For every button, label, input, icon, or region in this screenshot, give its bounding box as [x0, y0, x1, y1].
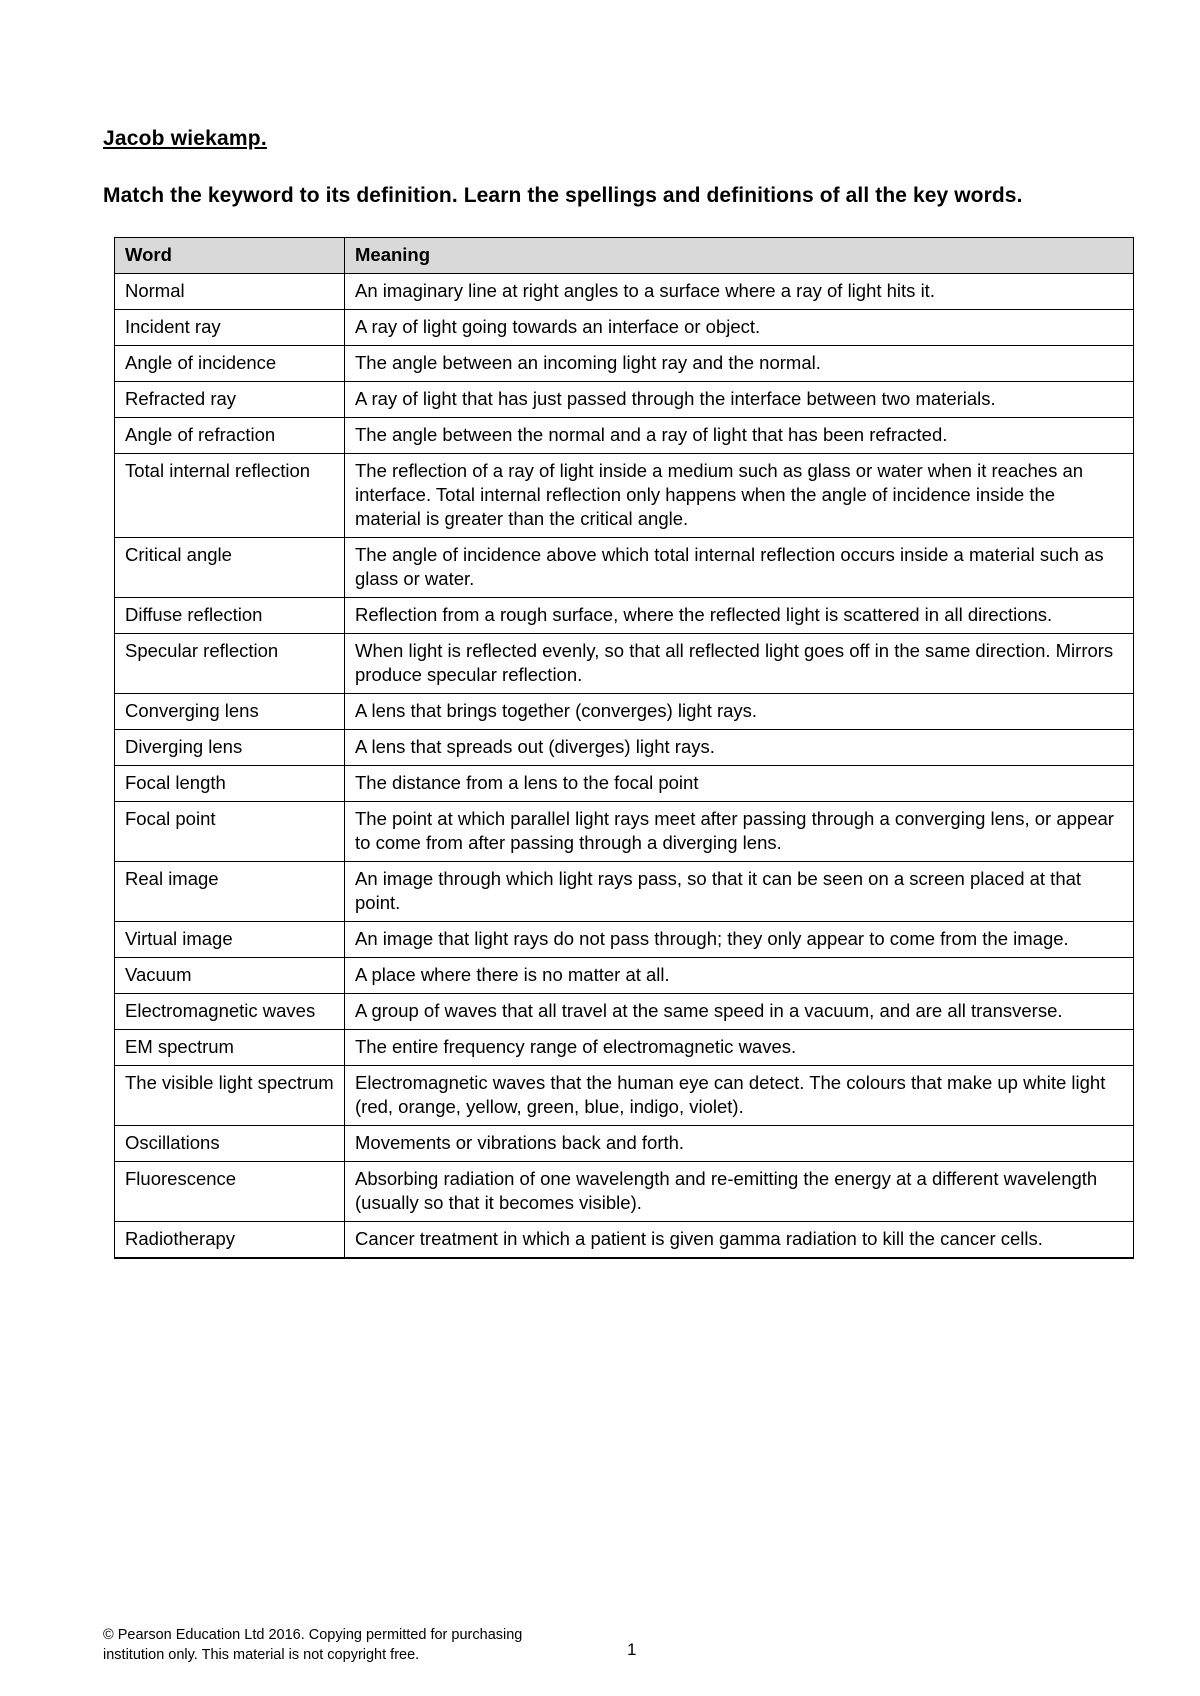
table-row: [115, 346, 1134, 382]
table-row: [115, 598, 1134, 634]
definition-cell: Electromagnetic waves that the human eye can detect. The colours that make up white light (red, orange, yellow, green, blue, indigo, violet).: [345, 1066, 1134, 1126]
keyword-cell: Converging lens: [115, 694, 345, 730]
definition-cell: A lens that spreads out (diverges) light rays.: [345, 730, 1134, 766]
table-row: [115, 274, 1134, 310]
keyword-cell: Oscillations: [115, 1126, 345, 1162]
keyword-cell: Angle of refraction: [115, 418, 345, 454]
definition-cell: The angle between the normal and a ray of light that has been refracted.: [345, 418, 1134, 454]
definition-cell: The angle of incidence above which total internal reflection occurs inside a material such as glass or water.: [345, 538, 1134, 598]
keyword-cell: Specular reflection: [115, 634, 345, 694]
keyword-cell: Vacuum: [115, 958, 345, 994]
table-row: [115, 418, 1134, 454]
table-row: [115, 454, 1134, 538]
keyword-cell: Radiotherapy: [115, 1222, 345, 1259]
definition-cell: An imaginary line at right angles to a surface where a ray of light hits it.: [345, 274, 1134, 310]
keyword-cell: Electromagnetic waves: [115, 994, 345, 1030]
definition-cell: A lens that brings together (converges) light rays.: [345, 694, 1134, 730]
definition-cell: An image that light rays do not pass through; they only appear to come from the image.: [345, 922, 1134, 958]
definition-cell: Movements or vibrations back and forth.: [345, 1126, 1134, 1162]
table-row: [115, 922, 1134, 958]
definition-cell: A ray of light going towards an interface or object.: [345, 310, 1134, 346]
definition-cell: A ray of light that has just passed through the interface between two materials.: [345, 382, 1134, 418]
keyword-cell: Refracted ray: [115, 382, 345, 418]
definition-cell: Cancer treatment in which a patient is given gamma radiation to kill the cancer cells.: [345, 1222, 1134, 1259]
keyword-cell: Real image: [115, 862, 345, 922]
table-row: [115, 802, 1134, 862]
footer-copyright: © Pearson Education Ltd 2016. Copying permitted for purchasing institution only. This material is not copyright free.: [103, 1627, 523, 1663]
column-header-word: Word: [115, 238, 345, 274]
definition-cell: An image through which light rays pass, so that it can be seen on a screen placed at that point.: [345, 862, 1134, 922]
table-row: [115, 694, 1134, 730]
table-body: [115, 274, 1134, 1259]
definition-cell: The angle between an incoming light ray and the normal.: [345, 346, 1134, 382]
table-row: [115, 634, 1134, 694]
keyword-cell: Diverging lens: [115, 730, 345, 766]
keyword-cell: Critical angle: [115, 538, 345, 598]
table-row: [115, 958, 1134, 994]
table-row: [115, 538, 1134, 598]
definition-cell: The reflection of a ray of light inside a medium such as glass or water when it reaches an interface. Total internal reflection only happens when the angle of incidence inside the material is greater than the critical angle.: [345, 454, 1134, 538]
instructions-heading: Match the keyword to its definition. Learn the spellings and definitions of all the key words.: [103, 184, 1023, 207]
table-row: [115, 766, 1134, 802]
column-header-meaning: Meaning: [345, 238, 1134, 274]
keyword-cell: Focal length: [115, 766, 345, 802]
definition-cell: Reflection from a rough surface, where the reflected light is scattered in all directions.: [345, 598, 1134, 634]
table-row: [115, 1126, 1134, 1162]
page-number: 1: [627, 1640, 637, 1659]
keyword-cell: Normal: [115, 274, 345, 310]
keyword-table: [114, 237, 1134, 1259]
table-row: [115, 1162, 1134, 1222]
table-row: [115, 994, 1134, 1030]
table-row: [115, 382, 1134, 418]
table-row: [115, 1222, 1134, 1259]
keyword-cell: The visible light spectrum: [115, 1066, 345, 1126]
table-row: [115, 1030, 1134, 1066]
table-row: [115, 310, 1134, 346]
keyword-cell: Virtual image: [115, 922, 345, 958]
definition-cell: A group of waves that all travel at the same speed in a vacuum, and are all transverse.: [345, 994, 1134, 1030]
table-header-row: [115, 238, 1134, 274]
definition-cell: Absorbing radiation of one wavelength and re-emitting the energy at a different wavelength (usually so that it becomes visible).: [345, 1162, 1134, 1222]
keyword-cell: Total internal reflection: [115, 454, 345, 538]
keyword-cell: Angle of incidence: [115, 346, 345, 382]
table-row: [115, 730, 1134, 766]
keyword-cell: Fluorescence: [115, 1162, 345, 1222]
definition-cell: The entire frequency range of electromagnetic waves.: [345, 1030, 1134, 1066]
keyword-cell: Focal point: [115, 802, 345, 862]
keyword-cell: EM spectrum: [115, 1030, 345, 1066]
definition-cell: A place where there is no matter at all.: [345, 958, 1134, 994]
table-row: [115, 862, 1134, 922]
keyword-cell: Diffuse reflection: [115, 598, 345, 634]
student-name: Jacob wiekamp.: [103, 127, 267, 150]
table-row: [115, 1066, 1134, 1126]
definition-cell: The distance from a lens to the focal point: [345, 766, 1134, 802]
definition-cell: The point at which parallel light rays meet after passing through a converging lens, or appear to come from after passing through a diverging lens.: [345, 802, 1134, 862]
definition-cell: When light is reflected evenly, so that all reflected light goes off in the same direction. Mirrors produce specular reflection.: [345, 634, 1134, 694]
keyword-cell: Incident ray: [115, 310, 345, 346]
